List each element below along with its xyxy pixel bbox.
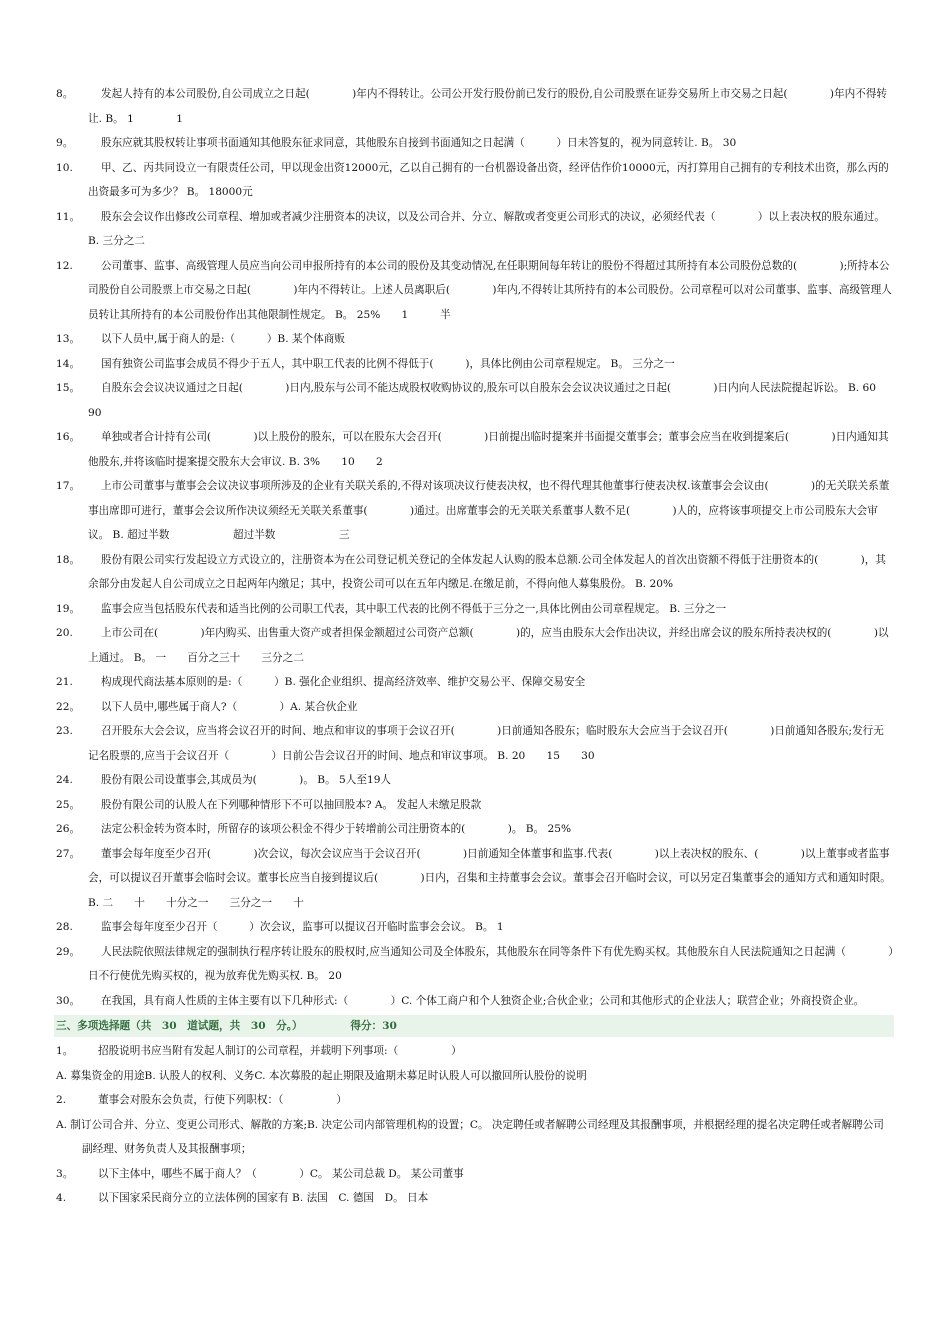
question-12 [56,254,894,328]
question-text: 发起人持有的本公司股份,自公司成立之日起( )年内不得转让。公司公开发行股份前已发行的股份,自公司股票在证券交易所上市交易之日起( )年内不得转让. B。 1 1 [88,88,888,125]
question-22 [56,695,894,720]
question-number: 4. [56,1192,67,1204]
question-text: 监事会每年度至少召开（ ）次会议，监事可以提议召开临时监事会会议。 B。 1 [101,921,504,933]
question-number: 16。 [56,431,81,443]
question-14 [56,352,894,377]
question-number: 10. [56,161,73,174]
question-28 [56,915,894,940]
question-text: 监事会应当包括股东代表和适当比例的公司职工代表，其中职工代表的比例不得低于三分之一,具体比例由公司章程规定。 B. 三分之一 [101,602,727,615]
question-30 [56,989,894,1014]
question-text: 股份有限公司的认股人在下列哪种情形下不可以抽回股本? A。 发起人未缴足股款 [101,798,482,811]
question-27 [56,842,894,916]
multi-question-1-options: A. 募集资金的用途B. 认股人的权利、义务C. 本次募股的起止期限及逾期未募足时认股人可以撤回所认股份的说明 [56,1069,587,1082]
question-21 [56,670,894,695]
question-number: 19。 [56,602,81,615]
question-15 [56,376,908,425]
question-text: 上市公司董事与董事会会议决议事项所涉及的企业有关联关系的,不得对该项决议行使表决权，也不得代理其他董事行使表决权.该董事会会议由( )的无关联关系董事出席即可进行，董事会会议所作决议须经无关联关系董事( )通过。出席董事会的无关联关系董事人数不足( )人的，应将该事项提交上市公司股东大会审议。 B. 超过半数 超过半数 三 [88,480,890,541]
question-text: 单独或者合计持有公司( )以上股份的股东，可以在股东大会召开( )日前提出临时提案并书面提交董事会；董事会应当在收到提案后( )日内通知其他股东,并将该临时提案提交股东大会审议. B. 3% 10 2 [88,431,889,468]
question-number: 20. [56,627,73,639]
question-number: 21. [56,676,73,688]
question-text: 招股说明书应当附有发起人制订的公司章程，并载明下列事项:（ ） [98,1045,462,1057]
question-9 [56,131,894,156]
question-18 [56,548,894,597]
question-text: 以下人员中,属于商人的是:（ ）B. 某个体商贩 [101,333,345,345]
question-text: 自股东会会议决议通过之日起( )日内,股东与公司不能达成股权收购协议的,股东可以自股东会会议决议通过之日起( )日内向人民法院提起诉讼。 B. 60 90 [88,382,908,419]
question-number: 18。 [56,553,81,566]
question-text: 人民法院依照法律规定的强制执行程序转让股东的股权时,应当通知公司及全体股东，其他股东在同等条件下有优先购买权。其他股东自人民法院通知之日起满（ ）日不行使优先购买权的，视为放弃优先购买权. B。 20 [88,945,894,982]
question-number: 26。 [56,823,81,835]
multi-question-4 [56,1186,894,1211]
multi-question-2 [56,1088,894,1113]
question-text: 股份有限公司实行发起设立方式设立的，注册资本为在公司登记机关登记的全体发起人认购的股本总额.公司全体发起人的首次出资额不得低于注册资本的( )，其余部分由发起人自公司成立之日起两年内缴足；其中，投资公司可以在五年内缴足.在缴足前，不得向他人募集股份。 B. 20% [88,553,886,590]
question-number: 22。 [56,700,81,713]
question-number: 23. [56,725,73,737]
question-number: 27。 [56,847,81,860]
question-text: 上市公司在( )年内购买、出售重大资产或者担保金额超过公司资产总额( )的，应当由股东大会作出决议，并经出席会议的股东所持表决权的( )以上通过。 B。 一 百分之三十 三分之二 [88,627,889,664]
question-text: 公司董事、监事、高级管理人员应当向公司申报所持有的本公司的股份及其变动情况,在任职期间每年转让的股份不得超过其所持有本公司股份总数的( );所持本公司股份自公司股票上市交易之日起( )年内不得转让。上述人员离职后( )年内,不得转让其所持有的本公司股份。公司章程可以对公司董事、监事、高级管理人员转让其所持有的本公司股份作出其他限制性规定。 B。 25% 1 半 [88,259,892,321]
question-number: 17。 [56,480,81,492]
question-number: 8。 [56,88,74,100]
question-19 [56,597,894,622]
question-text: 甲、乙、丙共同设立一有限责任公司，甲以现金出资12000元，乙以自己拥有的一台机器设备出资，经评估作价10000元，丙打算用自己拥有的专利技术出资，那么丙的出资最多可为多少？ B。 18000元 [88,161,889,198]
question-number: 11。 [56,210,81,223]
multi-question-2-options: A. 制订公司合并、分立、变更公司形式、解散的方案;B. 决定公司内部管理机构的设置；C。 决定聘任或者解聘公司经理及其报酬事项，并根据经理的提名决定聘任或者解聘公司副经理、财务负责人及其报酬事项； [56,1118,884,1155]
question-number: 9。 [56,137,74,149]
question-text: 在我国，具有商人性质的主体主要有以下几种形式:（ ）C. 个体工商户和个人独资企业;合伙企业；公司和其他形式的企业法人；联营企业；外商投资企业。 [101,994,865,1007]
question-8 [56,82,894,131]
question-number: 24. [56,774,73,786]
question-number: 12. [56,259,73,272]
question-number: 1。 [56,1045,74,1057]
question-text: 法定公积金转为资本时，所留存的该项公积金不得少于转增前公司注册资本的( )。 B。 25% [101,823,572,835]
question-number: 15。 [56,382,81,394]
question-number: 3。 [56,1167,74,1180]
question-26 [56,817,894,842]
question-text: 构成现代商法基本原则的是:（ ）B. 强化企业组织、提高经济效率、维护交易公平、保障交易安全 [101,676,586,688]
question-25 [56,793,894,818]
question-13 [56,327,894,352]
question-text: 董事会对股东会负责，行使下列职权：（ ） [98,1094,347,1106]
question-text: 以下国家采民商分立的立法体例的国家有 B. 法国 C. 德国 D。 日本 [98,1192,429,1204]
question-29 [56,940,894,989]
question-number: 25。 [56,798,81,811]
question-text: 股东会会议作出修改公司章程、增加或者减少注册资本的决议，以及公司合并、分立、解散或者变更公司形式的决议，必须经代表（ ）以上表决权的股东通过。 B. 三分之二 [88,210,885,247]
section-header-multiple-choice: 三、多项选择题（共 30 道试题，共 30 分。） 得分：30 [54,1015,894,1037]
question-16 [56,425,894,474]
question-number: 30。 [56,994,81,1007]
question-number: 2. [56,1094,67,1106]
question-text: 国有独资公司监事会成员不得少于五人，其中职工代表的比例不得低于( )，具体比例由公司章程规定。 B。 三分之一 [101,357,675,370]
question-11 [56,205,894,254]
question-text: 股东应就其股权转让事项书面通知其他股东征求同意，其他股东自接到书面通知之日起满（ ）日未答复的，视为同意转让. B。 30 [101,137,737,149]
question-number: 29。 [56,945,81,958]
multi-question-3 [56,1162,894,1187]
question-10 [56,156,894,205]
question-number: 14。 [56,357,81,370]
document-body [56,82,908,1211]
question-text: 股份有限公司设董事会,其成员为( )。 B。 5人至19人 [101,774,392,786]
question-text: 董事会每年度至少召开( )次会议，每次会议应当于会议召开( )日前通知全体董事和监事.代表( )以上表决权的股东、( )以上董事或者监事会，可以提议召开董事会临时会议。董事长应当自接到提议后( )日内，召集和主持董事会会议。董事会召开临时会议，可以另定召集董事会的通知方式和通知时限。 B. 二 十 十分之一 三分之一 十 [88,847,891,909]
question-24 [56,768,894,793]
question-17 [56,474,894,548]
question-text: 以下主体中，哪些不属于商人？（ ）C。 某公司总裁 D。 某公司董事 [98,1167,464,1180]
question-number: 28. [56,921,73,933]
question-text: 召开股东大会会议，应当将会议召开的时间、地点和审议的事项于会议召开( )日前通知各股东；临时股东大会应当于会议召开( )日前通知各股东;发行无记名股票的,应当于会议召开（ ）日前公告会议召开的时间、地点和审议事项。 B. 20 15 30 [88,725,884,762]
question-20 [56,621,894,670]
question-text: 以下人员中,哪些属于商人?（ ）A. 某合伙企业 [101,700,358,713]
multi-question-1 [56,1039,894,1064]
question-23 [56,719,894,768]
question-number: 13。 [56,333,81,345]
